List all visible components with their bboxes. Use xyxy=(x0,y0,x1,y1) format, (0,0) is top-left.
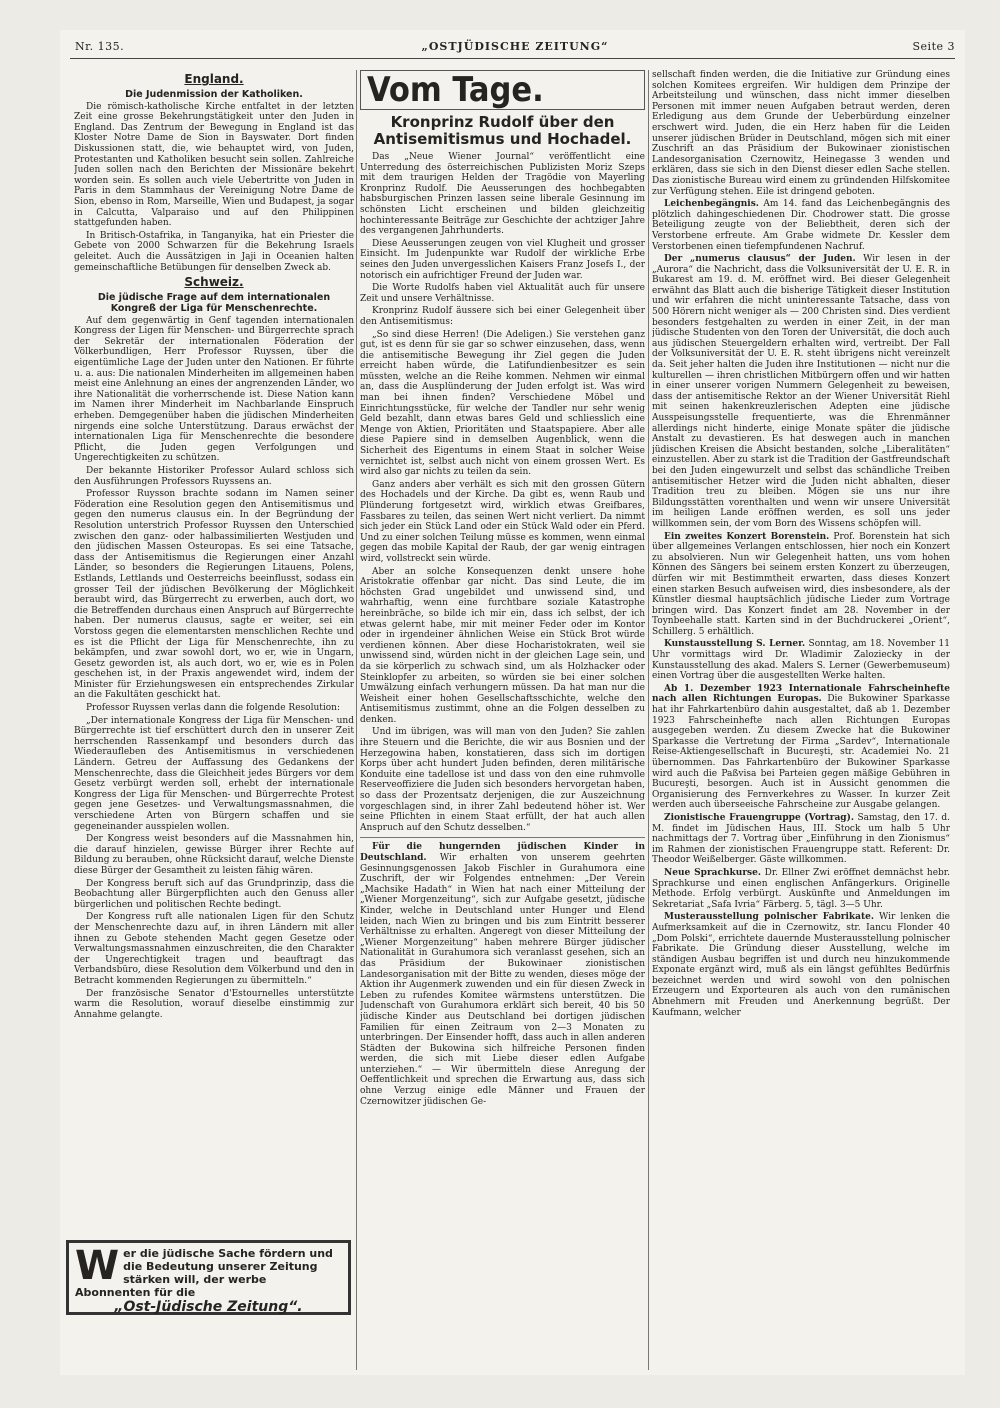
paragraph: Auf dem gegenwärtig in Genf tagenden internationalen Kongress der Ligen für Menschen- und Bürgerrechte sprach der Sekretär der internationalen Föderation der Völkerbundligen, Herr Professor Ruyssen, über die eigentümliche Lage der Juden unter den Nationen. Er führte u. a. aus: Die nationalen Minderheiten im allgemeinen haben meist eine Anlehnung an eines der angrenzenden Länder, wo ihre Nationalität die vorherrschende ist. Diese Nation kann im Namen ihrer Minderheit im Nachbarlande Einspruch erheben. Demgegenüber haben die jüdischen Minderheiten nirgends eine solche Unterstützung. Daraus erwächst der internationalen Liga für Menschenrechte die besondere Pflicht, die Juden gegen Verfolgungen und Ungerechtigkeiten zu schützen. xyxy=(74,315,354,464)
advert-text: er die jüdische Sache fördern und die Bedeutung unserer Zeitung stärken will, der werbe Abonnenten für die xyxy=(75,1247,333,1299)
item-text: Am 14. fand das Leichenbegängnis des plötzlich dahingeschiedenen Dir. Chodrower statt. Die grosse Beteiligung zeugte von der Beliebtheit, deren sich der Verstorbene erfreute. Am Grabe widmete Dr. Kessler dem Verstorbenen einen tiefempfundenen Nachruf. xyxy=(652,199,950,252)
column-divider xyxy=(648,70,649,1370)
item-text: Wir lenken die Aufmerksamkeit auf die in Czernowitz, str. Iancu Flonder 40 „Dom Polski“, errichtete dauernde Musterausstellung polnischer Fabrikate. Die Gründung dieser Ausstellung, welche im ständigen Ausbau begriffen ist und durch neu hinzukommende Exponate ergänzt wird, muß als ein längst gefühltes Bedürfnis bezeichnet werden und wird sowohl von den polnischen Erzeugern und Exporteuren als auch von den rumänischen Abnehmern mit Freuden und Anerkennung begrüßt. Der Kaufmann, welcher xyxy=(652,912,950,1018)
column-divider xyxy=(356,70,357,1370)
section-heading-vom-tage: Vom Tage. xyxy=(360,70,645,110)
paragraph: sellschaft finden werden, die die Initiative zur Gründung eines solchen Komitees ergreifen. Wir huldigen dem Prinzipe der Arbeitsteilung und wünschen, dass nicht immer dieselben Personen mit immer neuen Aufgaben betraut werden, deren Erledigung aus dem Grunde der Ueberbürdung einzelner erschwert wird. Juden, die ein Herz haben für die Leiden unserer jüdischen Brüder in Deutschland, mögen sich mit einer Zuschrift an das Präsidium der Bukowinaer zionistischen Landesorganisation Czernowitz, Heinegasse 3 wenden und erklären, dass sie sich in den Dienst dieser edlen Sache stellen. Das zionistische Bureau wird einem zu gründenden Hilfskomitee zur Verfügung stehen. Eile ist dringend geboten. xyxy=(652,70,950,197)
lead-in: Der „numerus clausus“ der Juden. xyxy=(664,254,856,265)
section-heading-england: England. xyxy=(184,72,244,86)
lead-in: Kunstausstellung S. Lerner. xyxy=(664,639,806,650)
paragraph: Der Kongress beruft sich auf das Grundprinzip, dass die Beobachtung aller Bürgerpflichten auch den Genuss aller bürgerlichen und politischen Rechte bedingt. xyxy=(74,878,354,910)
paragraph-hungernde-kinder xyxy=(360,842,645,1107)
lead-in: Ab 1. Dezember 1923 Internationale Fahrscheinhefte nach allen Richtungen Europas. xyxy=(652,683,950,705)
lead-in: Leichenbegängnis. xyxy=(664,199,759,210)
paragraph: Das „Neue Wiener Journal“ veröffentlicht eine Unterredung des österreichischen Publizisten Moriz Szeps mit dem traurigen Helden der Tragödie von Mayerling Kronprinz Rudolf. Die Aeusserungen des hochbegabten habsburgischen Prinzen lassen seine liberale Gesinnung im schönsten Licht erscheinen und bilden gleichzeitig hochinteressante Beiträge zur Geschichte der achtziger Jahre des vergangenen Jahrhunderts. xyxy=(360,152,645,237)
paragraph: „Der internationale Kongress der Liga für Menschen- und Bürgerrechte ist tief erschüttert durch den in unserer Zeit herrschenden Rassenkampf und besonders durch das Wiederaufleben des Antisemitismus in verschiedenen Ländern. Getreu der Auffassung des Gedankens der Menschenrechte, dass die Gleichheit jedes Bürgers vor dem Gesetz verbürgt werden soll, erhebt der internationale Kongress der Liga für Menschen- und Bürgerrechte Protest gegen jene Gesetzes- und Verwaltungsmassnahmen, die verschiedene Arten von Bürgern schaffen und sie gegeneinander ausspielen wollen. xyxy=(74,715,354,832)
paragraph: Der Kongress weist besonders auf die Massnahmen hin, die darauf hinzielen, gewisse Bürger ihrer Rechte auf Bildung zu berauben, ohne Rücksicht darauf, welche Dienste diese Bürger der Gesamtheit zu leisten fähig wären. xyxy=(74,834,354,876)
article-divider xyxy=(360,837,645,838)
lead-in: Musterausstellung polnischer Fabrikate. xyxy=(664,912,874,923)
header-rule xyxy=(70,58,955,59)
item-text: Wir lesen in der „Aurora“ die Nachricht, dass die Volksuniversität der U. E. R. in Bukarest am 19. d. M. eröffnet wird. Bei dieser Gelegenheit erwähnt das Blatt auch die bisherige Tätigkeit dieser Institution und wir erfahren die nicht uninteressante Tatsache, dass von 500 Hörern nicht weniger als — 200 Christen sind. Dies verdient besonders festgehalten zu werden in einer Zeit, in der man jüdische Studenten von den Toren der Universität, die doch auch aus jüdischen Steuergeldern erhalten wird, vertreibt. Der Fall der Volksuniversität der U. E. R. steht übrigens nicht vereinzelt da. Seit jeher halten die Juden ihre Institutionen — nicht nur die kulturellen — ihren christlichen Mitbürgern offen und wir hatten in einer unserer vorigen Nummern Gelegenheit zu beweisen, dass der antisemitische Rektor an der Wiener Universität Riehl mit seinen hakenkreuzlerischen Adepten eine jüdische Ausspeisungsstelle frequentierte, was die Ehrenmänner allerdings nicht hinderte, einige Monate später die jüdische Anstalt zu devastieren. Es hat deswegen auch in manchen jüdischen Kreisen die Absicht bestanden, solche „Liberalitäten“ einzustellen. Aber zu stark ist die Tradition der Gastfreundschaft bei den Juden eingewurzelt und selbst das schändliche Treiben antisemitischer Hetzer wird die Juden nicht abhalten, dieser Tradition treu zu bleiben. Mögen sie uns nur ihre Bildungsstätten vorenthalten und wenn wir unsere Universität im heiligen Lande eröffnen werden, es soll uns jeder willkommen sein, der vom Born des Wissens schöpfen will. xyxy=(652,254,950,529)
item-text: Prof. Borenstein hat sich über allgemeines Verlangen entschlossen, hier noch ein Konzert zu absolvieren. Nun wir Gelegenheit hatten, uns vom hohen Können des Sängers bei seinem ersten Konzert zu überzeugen, dürfen wir mit Bestimmtheit erwarten, dass dieses Konzert einen starken Besuch aufweisen wird, dies insbesondere, als der Künstler diesmal hauptsächlich jüdische Lieder zum Vortrage bringen wird. Das Konzert findet am 28. November in der Toynbeehalle statt. Karten sind in der Buchdruckerei „Orient“, Schillerg. 5 erhältlich. xyxy=(652,531,950,637)
item-text: Die Bukowiner Sparkasse hat ihr Fahrkartenbüro dahin ausgestaltet, daß ab 1. Dezember 1923 Fahrscheinhefte nach allen Richtungen Europas ausgegeben werden. Zu diesem Zwecke hat die Bukowiner Sparkasse die Vertretung der Firma „Sardev“, Internationale Reise-Aktiengesellschaft in Bucureşti, str. Academiei No. 21 übernommen. Das Fahrkartenbüro der Bukowiner Sparkasse wird auch die Paßvisa bei Parteien gegen mäßige Gebühren in Bucureşti, besorgen. Auch ist in Aussicht genommen die Organisierung des Fernverkehres zu Wasser. In kurzer Zeit werden auch überseeische Fahrscheine zur Ausgabe gelangen. xyxy=(652,694,950,811)
page-number: Seite 3 xyxy=(912,40,955,53)
news-item xyxy=(652,639,950,681)
news-item xyxy=(652,813,950,866)
news-item xyxy=(652,912,950,1018)
lead-in: Ein zweites Konzert Borenstein. xyxy=(664,531,830,542)
subscription-advert xyxy=(66,1240,351,1315)
paragraph: Die römisch-katholische Kirche entfaltet in der letzten Zeit eine grosse Bekehrungstätigkeit unter den Juden in England. Das Zentrum der Bewegung in England ist das Kloster Notre Dame de Sion in Bayswater. Dort finden Diskussionen statt, die, wie behauptet wird, von Juden, Protestanten und Katholiken besucht sein sollen. Zahlreiche Juden sollen nach den Berichten der Missionäre bekehrt worden sein. Es sollen auch viele Uebertritte von Juden in Paris in dem Stammhaus der Vereinigung Notre Dame de Sion, ebenso in Rom, Marseille, Wien und Budapest, ja sogar in Calcutta, Valparaiso und auf den Philippinen stattgefunden haben. xyxy=(74,101,354,229)
news-item xyxy=(652,868,950,910)
paragraph: Ganz anders aber verhält es sich mit den grossen Gütern des Hochadels und der Kirche. Da gibt es, wenn Raub und Plünderung fortgesetzt wird, wirklich etwas Greifbares, Fassbares zu teilen, das seinen Wert nicht verliert. Da nimmt sich jeder ein Stück Land oder ein Stück Wald oder ein Pferd. Und zu einer solchen Teilung müsse es kommen, wenn einmal gegen das mobile Kapital der Raub, der gar wenig eintragen wird, vollstreckt sein würde. xyxy=(360,479,645,564)
paragraph: Diese Aeusserungen zeugen von viel Klugheit und grosser Einsicht. Im Judenpunkte war Rudolf der wirkliche Erbe seines den Juden unvergesslichen Kaisers Franz Josefs I., der notorisch ein aufrichtiger Freund der Juden war. xyxy=(360,238,645,281)
lead-in: Für die hungernden jüdischen Kinder in Deutschland. xyxy=(360,842,645,863)
newspaper-page xyxy=(60,30,965,1375)
column-1 xyxy=(74,70,354,1370)
news-item xyxy=(652,254,950,529)
article-title-judenmission: Die Judenmission der Katholiken. xyxy=(125,88,303,100)
article-title-liga: Die jüdische Frage auf dem internationalen Kongreß der Liga für Menschenrechte. xyxy=(97,291,331,314)
item-text: Dr. Ellner Zwi eröffnet demnächst hebr. Sprachkurse und einen englischen Anfängerkurs. Originelle Methode. Erfolg verbürgt. Auskünfte und Anmeldungen im Sekretariat „Safa Ivria“ Färberg. 5, tägl. 3—5 Uhr. xyxy=(652,867,950,910)
newspaper-title: „OSTJÜDISCHE ZEITUNG“ xyxy=(421,40,609,53)
page-header xyxy=(75,40,955,58)
paragraph: Die Worte Rudolfs haben viel Aktualität auch für unsere Zeit und unsere Verhältnisse. xyxy=(360,283,645,304)
item-text: Samstag, den 17. d. M. findet im Jüdischen Haus, III. Stock um halb 5 Uhr nachmittags der 7. Vortrag über „Einführung in den Zionismus“ im Rahmen der zionistischen Frauengruppe statt. Referent: Dr. Theodor Weißelberger. Gäste willkommen. xyxy=(652,812,950,866)
issue-number: Nr. 135. xyxy=(75,40,125,53)
paragraph: In Britisch-Ostafrika, in Tanganyika, hat ein Priester die Gebete von 2000 Schwarzen für die Bekehrung Israels geleitet. Auch die Aussätzigen in Jaji in Oceanien halten gemeinschaftliche Betübungen für denselben Zweck ab. xyxy=(74,230,354,273)
lead-in: Neue Sprachkurse. xyxy=(664,867,761,878)
section-heading-schweiz: Schweiz. xyxy=(184,275,244,290)
paragraph-text: Wir erhalten von unserem geehrten Gesinnungsgenossen Jakob Fischler in Gurahumora eine Zuschrift, der wir Folgendes entnehmen: „Der Verein „Machsike Hadath“ in Wien hat nach einer Mitteilung der „Wiener Morgenzeitung“, sich zur Aufgabe gesetzt, jüdische Kinder, welche in Deutschland unter Hunger und Elend leiden, nach Wien zu bringen und bis zum Eintritt besserer Verhältnisse zu erhalten. Angeregt von dieser Mitteilung der „Wiener Morgenzeitung“ haben mehrere Bürger jüdischer Nationalität in Gurahumora sich veranlasst gesehen, sich an das Präsidium der Bukowinaer zionistischen Landesorganisation mit der Bitte zu wenden, dieses möge der Aktion ihr Augenmerk zuwenden und ein für diesen Zweck in Leben zu rufendes Komitee wärmstens unterstützen. Die Judenschaft von Gurahumora erklärt sich bereit, 40 bis 50 jüdische Kinder aus Deutschland bei dortigen jüdischen Familien für einen Zeitraum von 2—3 Monaten zu unterbringen. Der Einsender hofft, dass auch in allen anderen Städten der Bukowina sich hilfreiche Personen finden werden, die sich mit Liebe dieser edlen Aufgabe unterziehen.“ — Wir übermitteln diese Anregung der Oeffentlichkeit und sprechen die Erwartung aus, dass sich ohne Verzug einige edle Männer und Frauen der Czernowitzer jüdischen Ge- xyxy=(360,853,645,1107)
lead-in: Zionistische Frauengruppe (Vortrag). xyxy=(664,812,854,823)
paragraph: Der bekannte Historiker Professor Aulard schloss sich den Ausführungen Professors Ruyssens an. xyxy=(74,466,354,487)
paragraph: Aber an solche Konsequenzen denkt unsere hohe Aristokratie offenbar gar nicht. Das sind Leute, die im höchsten Grad ungebildet und unwissend sind, und wahrhaftig, wenn eine furchtbare soziale Katastrophe hereinbräche, so bilde ich mir ein, dass ich selbst, der ich etwas gelernt habe, mir mit meiner Feder oder im Kontor oder in irgendeiner ähnlichen Weise ein Stück Brot würde verdienen können. Aber diese Hocharistokraten, weil sie unwissend sind, würden nicht in der gleichen Lage sein, und da sie körperlich zu schwach sind, um als Holzhacker oder Steinklopfer zu arbeiten, so würden sie bei einer solchen Umwälzung einfach verhungern müssen. Da hat man nur die Weisheit einer hohen Gesellschaftsschichte, welche den Antisemitismus zustimmt, ohne an die Folgen desselben zu denken. xyxy=(360,566,645,725)
item-text: Sonntag, am 18. November 11 Uhr vormittags wird Dr. Wladimir Zaloziecky in der Kunstausstellung des akad. Malers S. Lerner (Gewerbemuseum) einen Vortrag über die ausgestellten Werke halten. xyxy=(652,639,950,682)
article-title-kronprinz: Kronprinz Rudolf über den Antisemitismus und Hochadel. xyxy=(373,113,632,148)
advert-drop-cap: W xyxy=(75,1243,120,1289)
paragraph: „So sind diese Herren! (Die Adeligen.) Sie verstehen ganz gut, ist es denn für sie gar so schwer einzusehen, dass, wenn die antisemitische Bewegung ihr Ziel gegen die Juden erreicht haben würde, die Latifundienbesitzer es sein müssten, welche an die Reihe kommen. Nehmen wir einmal an, dass die Ausplünderung der Juden erfolgt ist. Was wird man bei ihnen finden? Verschiedene Möbel und Einrichtungsstücke, für welche der Tandler nur sehr wenig Geld bezahlt, dann etwas bares Geld und schliesslich eine Menge von Aktien, Prioritäten und Staatspapiere. Aber alle diese Papiere sind in demselben Augenblick, wenn die Sicherheit des Eigentums in einem Staat in solcher Weise vernichtet ist, selbst auch nicht von einem grossen Wert. Es wird also gar nichts zu teilen da sein. xyxy=(360,329,645,478)
paragraph: Der Kongress ruft alle nationalen Ligen für den Schutz der Menschenrechte dazu auf, in ihren Ländern mit aller ihnen zu Gebote stehenden Macht gegen Gesetze oder Verwaltungsmassnahmen einzuschreiten, die den Charakter der Ungerechtigkeit tragen und beauftragt das Verbandsbüro, diese Resolution dem Völkerbund und den in Betracht kommenden Regierungen zu übermitteln.“ xyxy=(74,912,354,986)
news-item xyxy=(652,532,950,638)
paragraph: Kronprinz Rudolf äussere sich bei einer Gelegenheit über den Antisemitismus: xyxy=(360,306,645,327)
news-item xyxy=(652,199,950,252)
news-item xyxy=(652,684,950,811)
paragraph: Professor Ruyssen verlas dann die folgende Resolution: xyxy=(86,703,340,714)
column-2 xyxy=(360,70,645,1370)
advert-paper-name: „Ost-Jüdische Zeitung“. xyxy=(114,1299,303,1315)
paragraph: Professor Ruysson brachte sodann im Namen seiner Föderation eine Resolution gegen den Antisemitismus und gegen den numerus clausus ein. In der Begründung der Resolution unterstrich Professor Ruyssen den Unterschied zwischen den ganz- oder halbassimilierten Westjuden und den jüdischen Massen Osteuropas. Es sei eine Tatsache, dass der Antisemitismus die Regierungen einer Anzahl Länder, so besonders die Regierungen Litauens, Polens, Estlands, Lettlands und Oesterreichs beeinflusst, sodass ein grosser Teil der jüdischen Bevölkerung der Möglichkeit beraubt wird, das Bürgerrecht zu erwerben, auch dort, wo die Betreffenden durchaus einen Anspruch auf Bürgerrechte haben. Der numerus clausus, sagte er weiter, sei ein Vorstoss gegen die elementarsten menschlichen Rechte und es ist die Pflicht der Liga für Menschenrechte, ihn zu bekämpfen, und zwar sowohl dort, wo er, wie in Ungarn, Gesetz geworden ist, als auch dort, wo er, wie es in Polen geschehen ist, in der Praxis angewendet wird, indem der Minister für Erziehungswesen ein entsprechendes Zirkular an die Fakultäten geschickt hat. xyxy=(74,489,354,701)
paragraph: Der französische Senator d'Estournelles unterstützte warm die Resolution, worauf dieselbe einstimmig zur Annahme gelangte. xyxy=(74,988,354,1020)
paragraph: Und im übrigen, was will man von den Juden? Sie zahlen ihre Steuern und die Berichte, die wir aus Bosnien und der Herzegowina haben, konstatieren, dass sich im dortigen Korps über acht hundert Juden befinden, deren militärische Konduite eine tadellose ist und dass von den eine ruhmvolle Reserveoffiziere die Juden sich besonders hervorgetan haben, so dass der Prozentsatz derjenigen, die zur Auszeichnung vorgeschlagen sind, in ihrer Zahl bedeutend höher ist. Wer seine Pflichten in einem Staat erfüllt, der hat auch allen Anspruch auf den Schutz desselben.“ xyxy=(360,727,645,833)
column-3 xyxy=(652,70,950,1370)
